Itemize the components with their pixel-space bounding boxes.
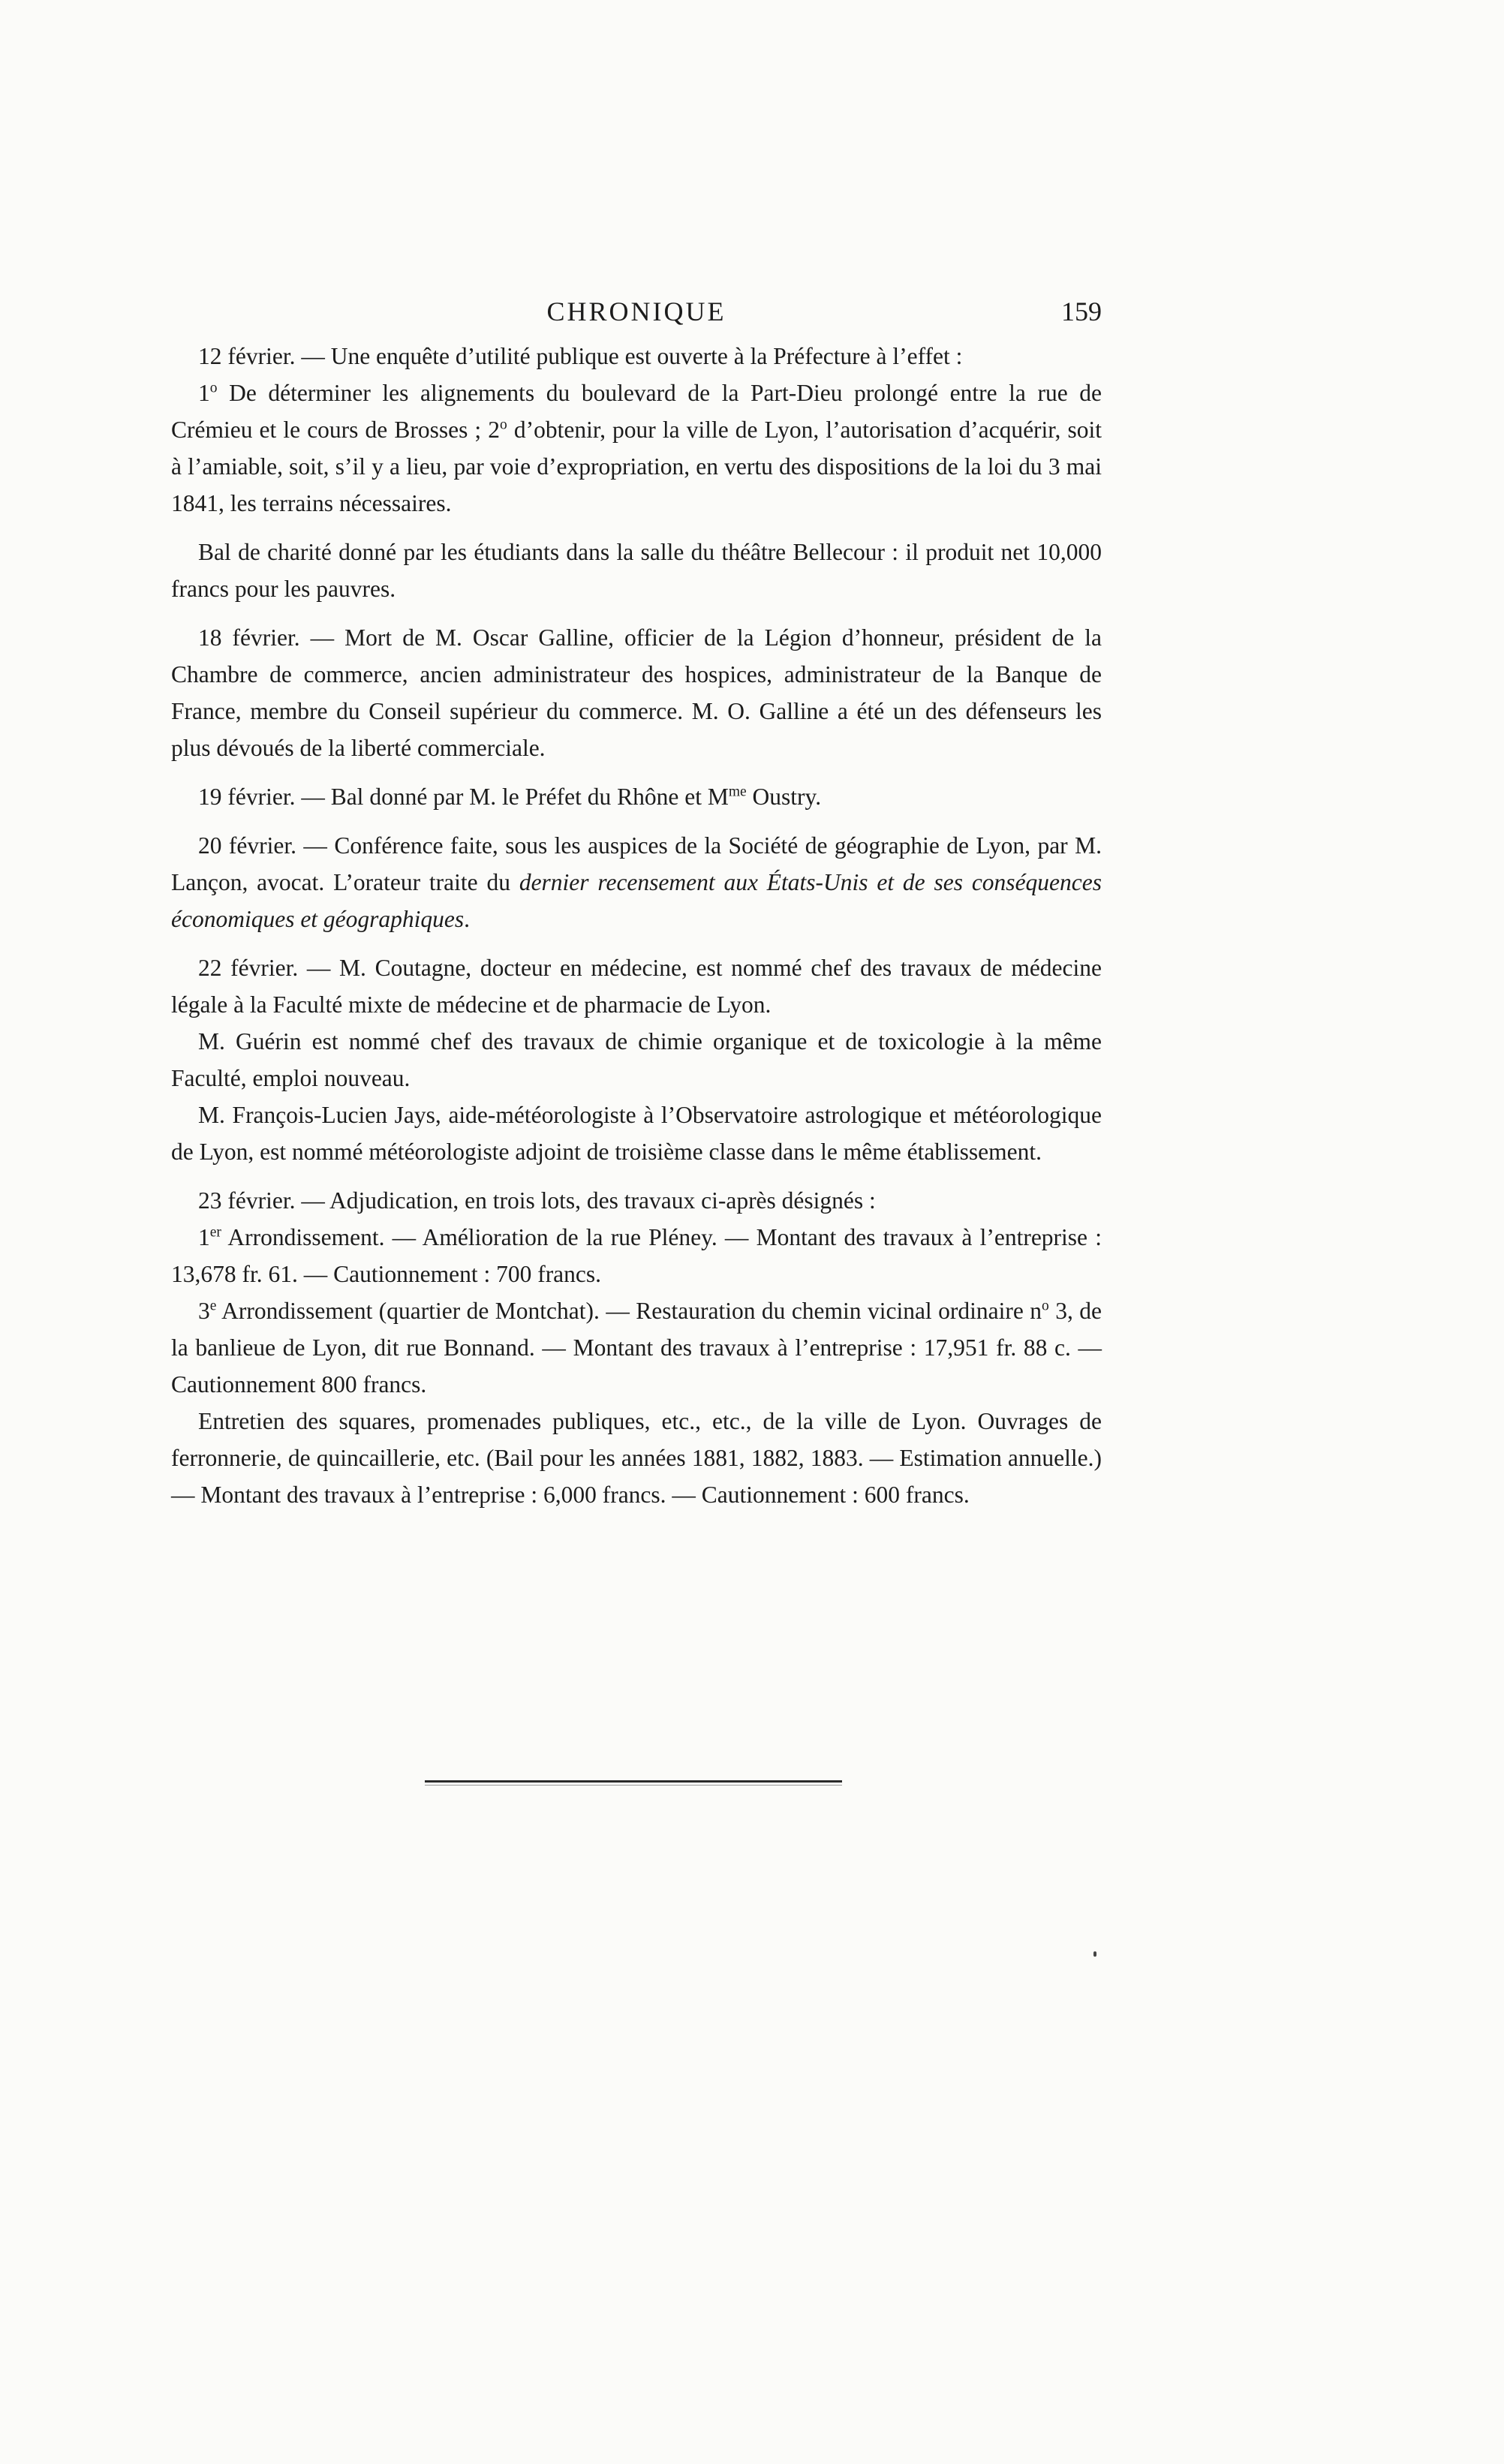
page-number: 159 <box>1061 296 1102 326</box>
entry-lot-3 <box>171 1292 1102 1403</box>
ordinal-suffix: er <box>209 1224 221 1241</box>
entry-feb-12 <box>171 338 1102 375</box>
title-suffix: me <box>728 784 747 800</box>
lot-number: 1 <box>198 1224 210 1250</box>
entry-jays: M. François-Lucien Jays, aide-météorologiste à l’Observatoire astrologique et météorologique de Lyon, est nommé météorologiste adjoint de troisième classe dans le même établissement. <box>171 1102 1102 1165</box>
page-header <box>171 296 1102 341</box>
entry-squares: Entretien des squares, promenades publiques, etc., etc., de la ville de Lyon. Ouvrages de ferronnerie, de quincaillerie, etc. (Bail pour les années 1881, 1882, 1883. — Estimation annuelle.) — Montant des travaux à l’entreprise : 6,000 francs. — Cautionnement : 600 francs. <box>171 1408 1102 1508</box>
entry-feb-12-items <box>171 375 1102 522</box>
entry-feb-18: 18 février. — Mort de M. Oscar Galline, officier de la Légion d’honneur, président de la Chambre de commerce, ancien administrateur des hospices, administrateur de la Banque de France, membre du Conseil supérieur du commerce. M. O. Galline a été un des défenseurs les plus dévoués de la liberté commerciale. <box>171 624 1102 761</box>
entry-text: . <box>464 906 471 932</box>
running-title: CHRONIQUE <box>546 296 726 326</box>
lot-number: 3 <box>198 1298 210 1324</box>
item-text: De déterminer les alignements du boulevard de la Part-Dieu prolongé entre la rue de Crémieu et le cours de Brosses ; <box>171 380 1102 443</box>
entry-feb-19 <box>171 778 1102 815</box>
lot-text: Arrondissement. — Amélioration de la rue Pléney. — Montant des travaux à l’entreprise : 13,678 fr. 61. — Cautionnement : 700 francs. <box>171 1224 1102 1287</box>
entry-text: 19 février. — Bal donné par M. le Préfet du Rhône et M <box>198 784 729 810</box>
entry-text: — Une enquête d’utilité publique est ouverte à la Préfecture à l’effet : <box>295 343 963 369</box>
entry-guerin: M. Guérin est nommé chef des travaux de chimie organique et de toxicologie à la même Faculté, emploi nouveau. <box>171 1028 1102 1091</box>
chronicle-body <box>171 338 1102 1513</box>
entry-lot-1 <box>171 1219 1102 1292</box>
ordinal-suffix: o <box>209 380 218 396</box>
ordinal-suffix: e <box>209 1298 217 1314</box>
item-text: d’obtenir, pour la ville de Lyon, l’autorisation d’acquérir, soit à l’amiable, soit, s’il y a lieu, par voie d’expropriation, en vertu des dispositions de la loi du 3 mai 1841, les terrains nécessaires. <box>171 417 1102 516</box>
entry-date: 12 février. <box>198 343 296 369</box>
entry-text: Oustry. <box>746 784 822 810</box>
entry-feb-20 <box>171 827 1102 937</box>
entry-feb-23: 23 février. — Adjudication, en trois lots, des travaux ci-après désignés : <box>198 1187 876 1214</box>
entry-feb-22: 22 février. — M. Coutagne, docteur en médecine, est nommé chef des travaux de médecine légale à la Faculté mixte de médecine et de pharmacie de Lyon. <box>171 955 1102 1018</box>
lecture-title: dernier recensement aux États-Unis et de ses conséquences économiques et géographiques <box>171 869 1102 932</box>
lot-text: 3, de la banlieue de Lyon, dit rue Bonnand. — Montant des travaux à l’entreprise : 17,951 fr. 88 c. — Cautionnement 800 francs. <box>171 1298 1102 1397</box>
ordinal-suffix: o <box>1042 1298 1049 1314</box>
section-end-rule <box>425 1780 842 1783</box>
entry-bal-charite: Bal de charité donné par les étudiants dans la salle du théâtre Bellecour : il produit net 10,000 francs pour les pauvres. <box>171 539 1102 602</box>
item-number: 2 <box>488 417 501 443</box>
entry-text: 20 février. — Conférence faite, sous les auspices de la Société de géographie de Lyon, par M. Lançon, avocat. L’orateur traite du <box>171 832 1102 895</box>
item-number: 1 <box>198 380 210 406</box>
ordinal-suffix: o <box>500 417 507 433</box>
lot-text: Arrondissement (quartier de Montchat). — Restauration du chemin vicinal ordinaire n <box>216 1298 1042 1324</box>
print-speck <box>1093 1951 1096 1957</box>
